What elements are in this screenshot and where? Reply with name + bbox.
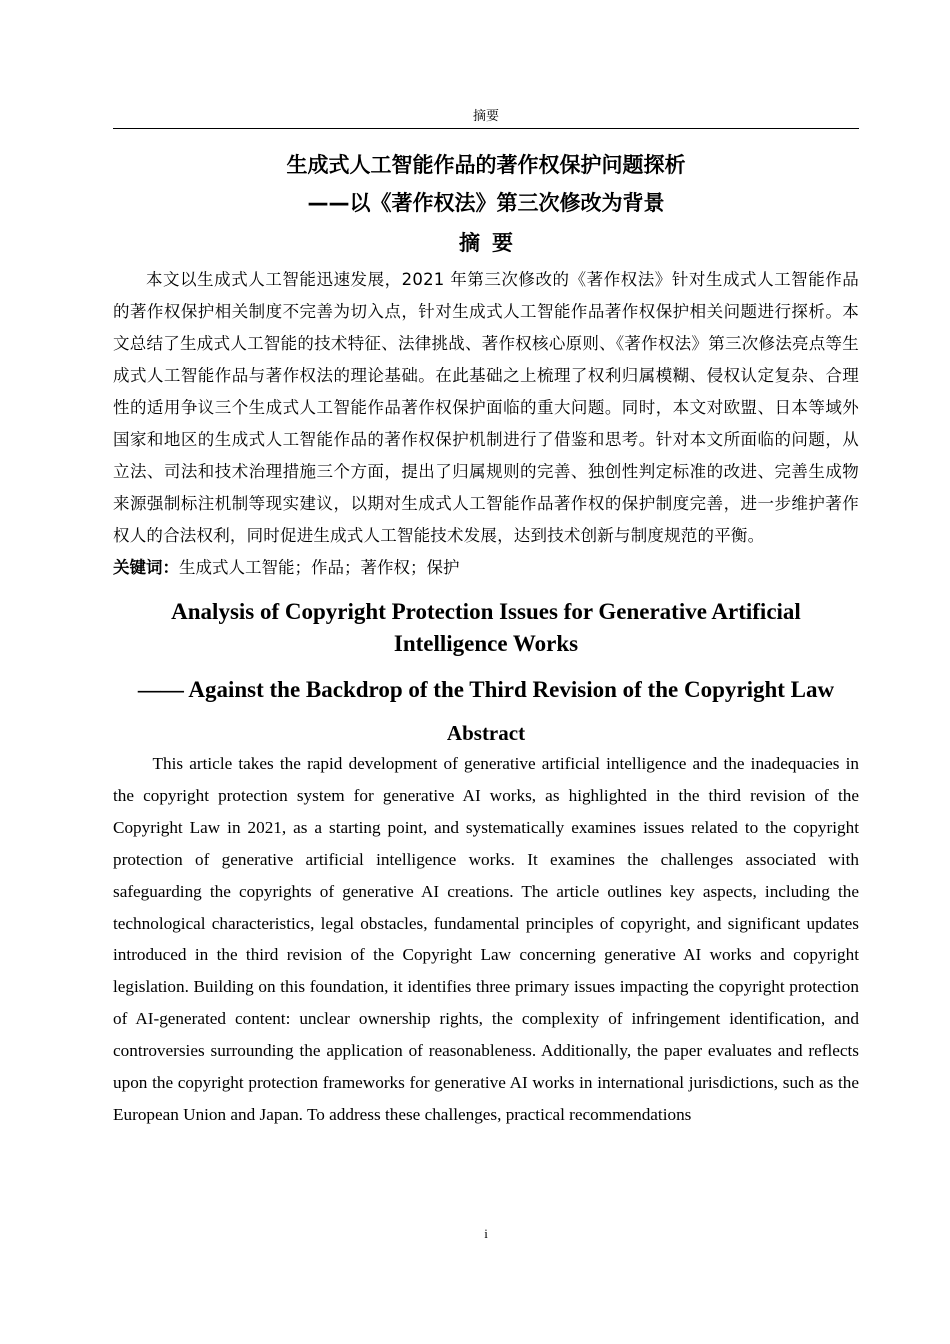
- chinese-keywords: [113, 552, 859, 584]
- english-abstract-heading: Abstract: [446, 721, 526, 745]
- chinese-abstract-heading: 摘要: [459, 231, 525, 255]
- keywords-list: 生成式人工智能；作品；著作权；保护: [179, 558, 460, 577]
- running-header: [113, 108, 859, 129]
- keywords-label: 关键词：: [113, 558, 179, 577]
- english-title: Analysis of Copyright Protection Issues for Generative Artificial Intelligence Works: [171, 599, 801, 656]
- chinese-title: 生成式人工智能作品的著作权保护问题探析: [286, 153, 686, 177]
- chinese-subtitle: ——以《著作权法》第三次修改为背景: [307, 191, 665, 215]
- english-abstract-text: This article takes the rapid development of generative artificial intelligence and the inadequacies in the copyright protection system for generative AI works, as highlighted in the third revision of the Copyright Law in 2021, as a starting point, and systematically examines issues related to the copyright protection of generative artificial intelligence works. It examines the challenges associated with safeguarding the copyrights of generative AI creations. The article outlines key aspects, including the technological characteristics, legal obstacles, fundamental principles of copyright, and significant updates introduced in the third revision of the Copyright Law concerning generative AI works and copyright legislation. Building on this foundation, it identifies three primary issues impacting the copyright protection of AI-generated content: unclear ownership rights, the complexity of infringement identification, and controversies surrounding the application of reasonableness. Additionally, the paper evaluates and reflects upon the copyright protection frameworks for generative AI works in international jurisdictions, such as the European Union and Japan. To address these challenges, practical recommendations: [113, 754, 859, 1124]
- chinese-abstract-text: 本文以生成式人工智能迅速发展，2021 年第三次修改的《著作权法》针对生成式人工智能作品的著作权保护相关制度不完善为切入点，针对生成式人工智能作品著作权保护相关问题进行探析。本文总结了生成式人工智能的技术特征、法律挑战、著作权核心原则、《著作权法》第三次修法亮点等生成式人工智能作品与著作权法的理论基础。在此基础之上梳理了权利归属模糊、侵权认定复杂、合理性的适用争议三个生成式人工智能作品著作权保护面临的重大问题。同时，本文对欧盟、日本等域外国家和地区的生成式人工智能作品的著作权保护机制进行了借鉴和思考。针对本文所面临的问题，从立法、司法和技术治理措施三个方面，提出了归属规则的完善、独创性判定标准的改进、完善生成物来源强制标注机制等现实建议，以期对生成式人工智能作品著作权的保护制度完善，进一步维护著作权人的合法权利，同时促进生成式人工智能技术发展，达到技术创新与制度规范的平衡。: [113, 270, 859, 545]
- english-subtitle: —— Against the Backdrop of the Third Revision of the Copyright Law: [137, 677, 835, 702]
- page-number: i: [484, 1226, 488, 1241]
- page-body: [113, 146, 859, 1131]
- header-section-label: 摘要: [472, 109, 499, 124]
